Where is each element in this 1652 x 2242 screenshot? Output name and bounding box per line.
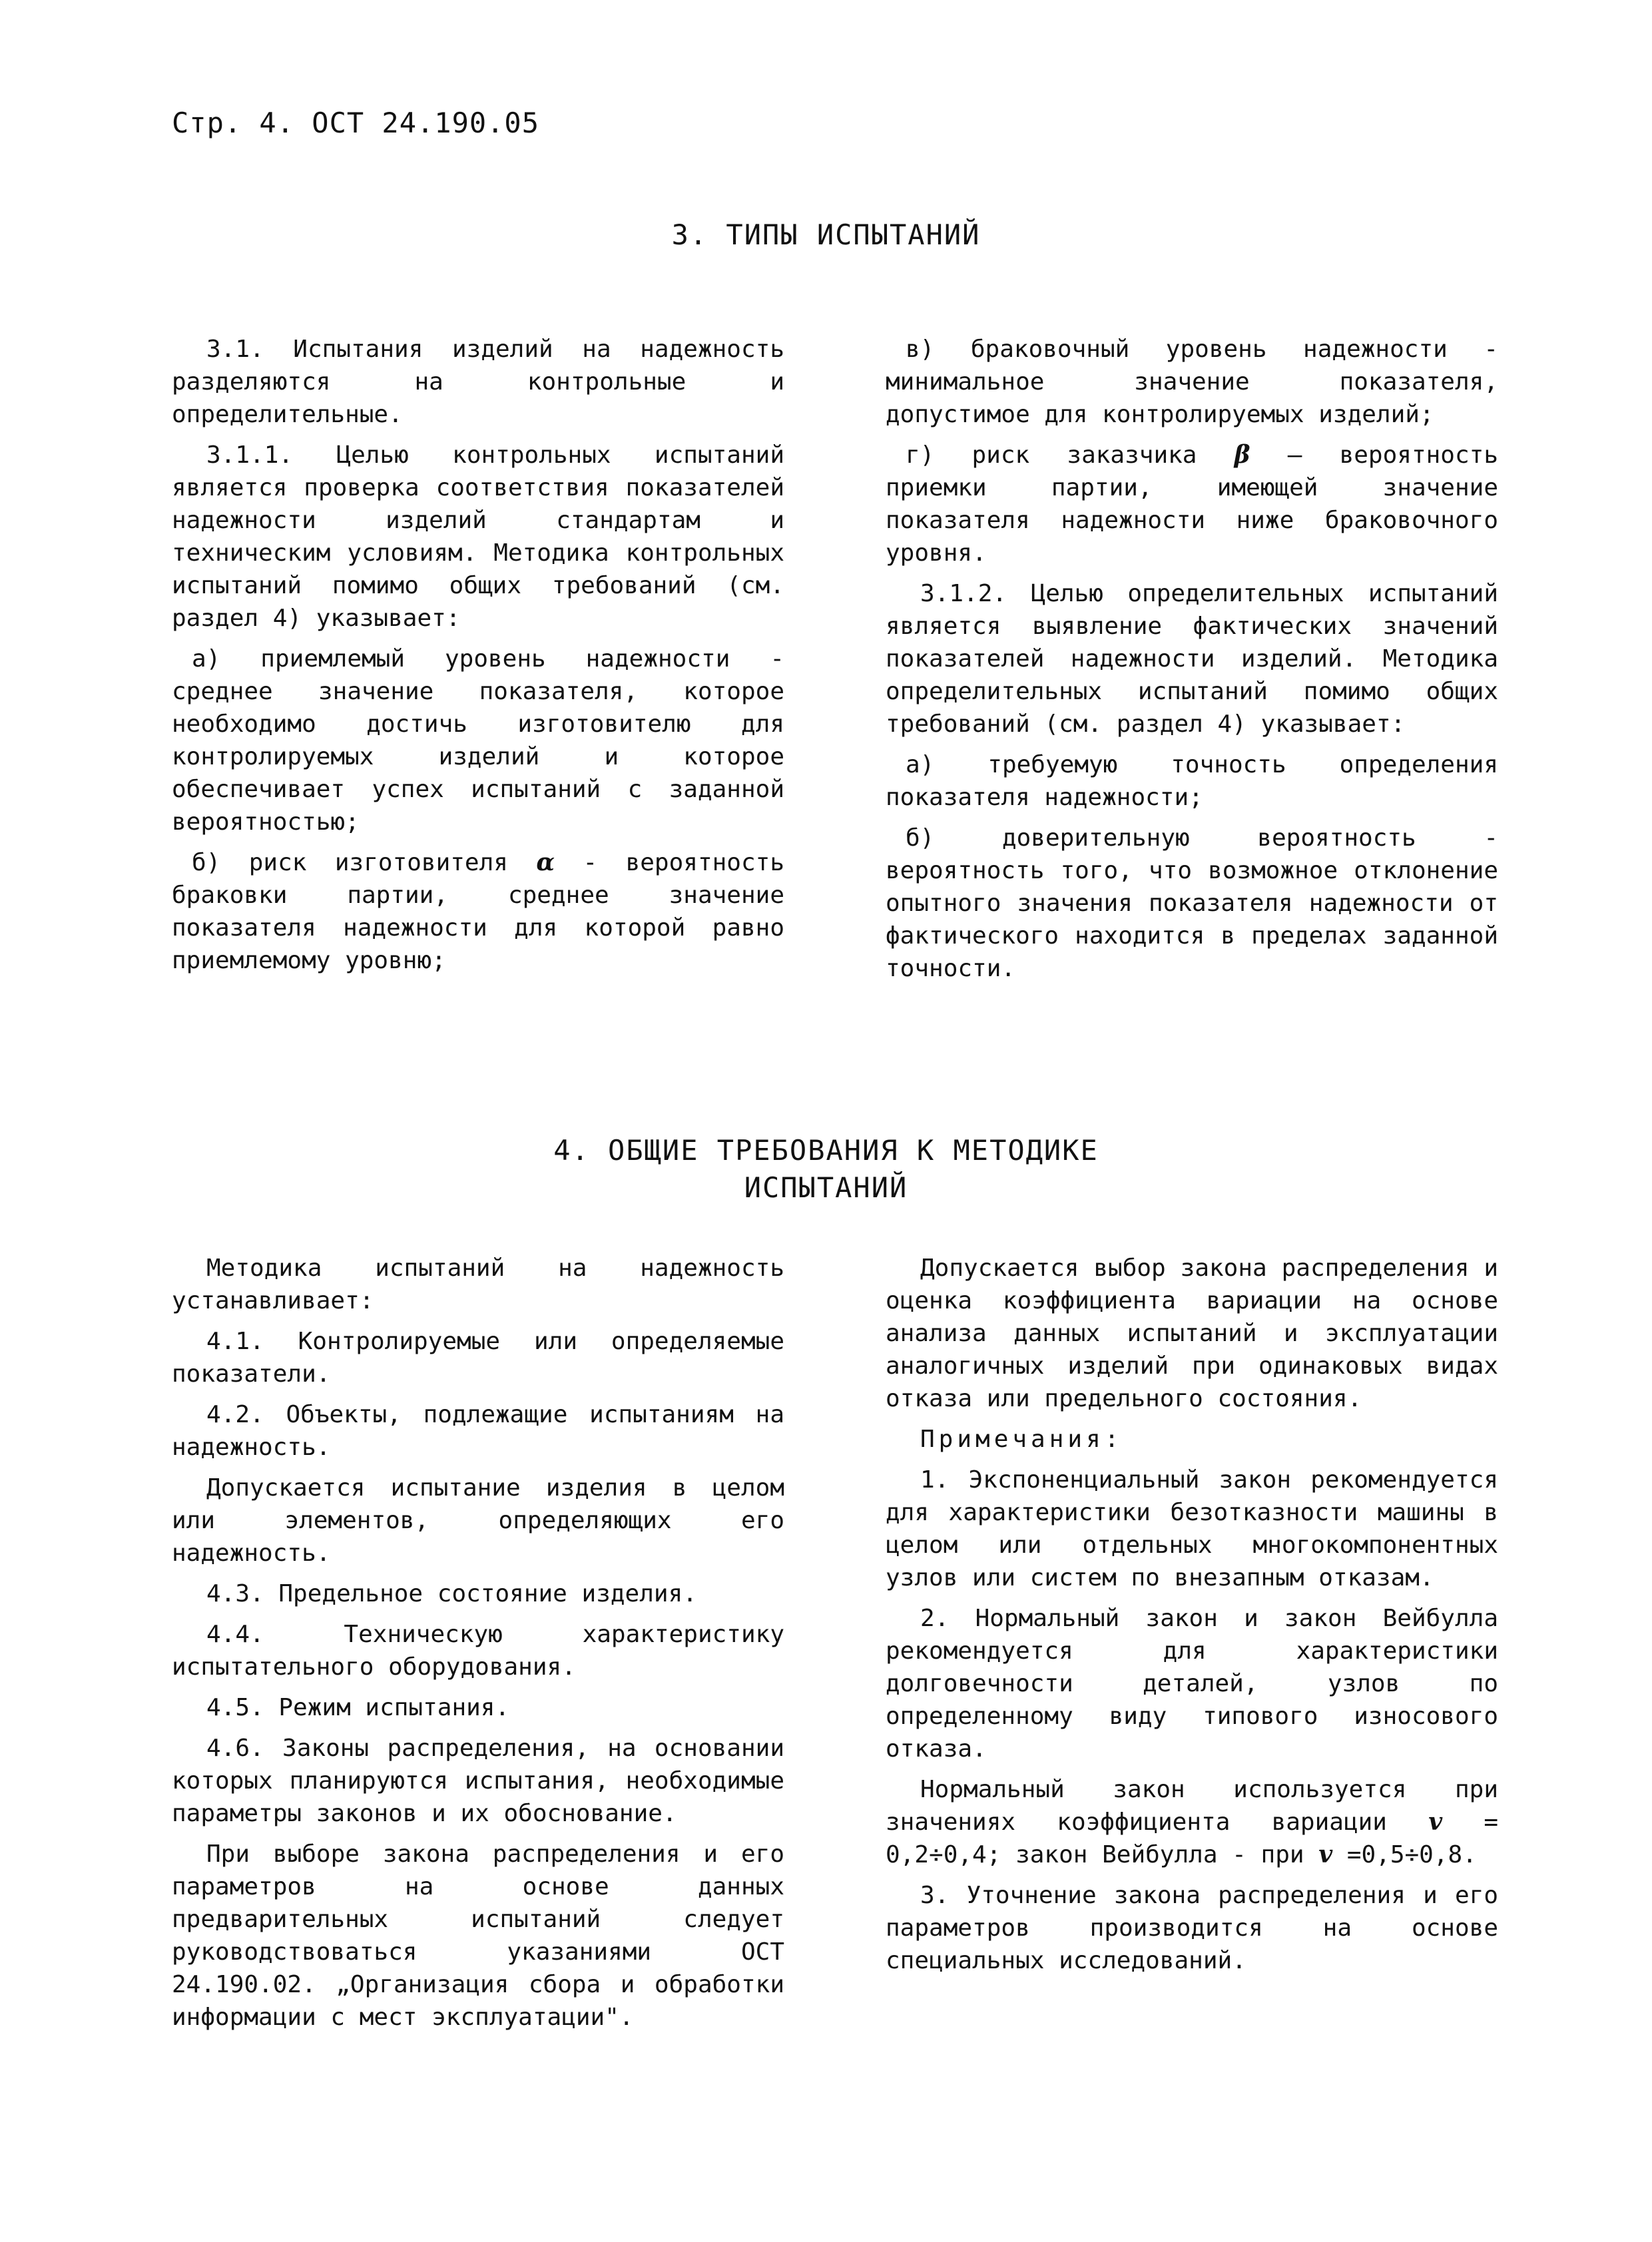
text-span: = 0,2÷0,4; закон Вейбулла - при: [886, 1809, 1498, 1868]
alpha-symbol: α: [536, 848, 555, 876]
paragraph-3-1-1-v: в) браковочный уровень надежности - минимальное значение показателя, допустимое для контролируемых изделий;: [886, 336, 1498, 428]
paragraph-3-1-2-b: б) доверительную вероятность - вероятность того, что возможное отклонение опытного значения показателя надежности от фактического находится в пределах заданной точности.: [886, 824, 1498, 982]
beta-symbol: β: [1234, 441, 1250, 469]
paragraph-3-1-1-b: [172, 846, 784, 977]
section-4-right-column: [886, 1252, 1498, 1985]
section-4-left-column: [172, 1252, 784, 2042]
paragraph-3-1-1: 3.1.1. Целью контрольных испытаний является проверка соответствия показателей надежности изделий стандартам и техническим условиям. Методика контрольных испытаний помимо общих требований (см. раздел 4) указывает:: [172, 441, 784, 632]
note-2-coefficients: [886, 1773, 1498, 1871]
paragraph-3-1-1-a: а) приемлемый уровень надежности - среднее значение показателя, которое необходимо достичь изготовителю для контролируемых изделий и которое обеспечивает успех испытаний с заданной вероятностью;: [172, 645, 784, 836]
page-header: Стр. 4. ОСТ 24.190.05: [172, 107, 540, 139]
section-3-left-column: [172, 333, 784, 985]
nu-symbol: v: [1318, 1840, 1333, 1868]
paragraph-3-1-2: 3.1.2. Целью определительных испытаний является выявление фактических значений показателей надежности изделий. Методика определительных испытаний помимо общих требований (см. раздел 4) указывает:: [886, 580, 1498, 738]
note-3: 3. Уточнение закона распределения и его параметров производится на основе специальных исследований.: [886, 1882, 1498, 1974]
text-span: Нормальный закон используется при значениях коэффициента вариации: [886, 1776, 1498, 1836]
text-span: - вероятность браковки партии, среднее значение показателя надежности для которой равно приемлемому уровню;: [172, 849, 784, 974]
text-span: — вероятность приемки партии, имеющей значение показателя надежности ниже браковочного уровня.: [886, 441, 1498, 567]
paragraph-4-2: 4.2. Объекты, подлежащие испытаниям на надежность.: [172, 1401, 784, 1461]
paragraph-4-1: 4.1. Контролируемые или определяемые показатели.: [172, 1328, 784, 1388]
nu-symbol: v: [1428, 1808, 1443, 1836]
paragraph-3-1-2-a: а) требуемую точность определения показателя надежности;: [886, 751, 1498, 811]
paragraph-3-1-1-g: [886, 439, 1498, 569]
paragraph-4-3: 4.3. Предельное состояние изделия.: [206, 1580, 697, 1607]
paragraph-4-6-allowed: Допускается выбор закона распределения и оценка коэффициента вариации на основе анализа данных испытаний и эксплуатации аналогичных изделий при одинаковых видах отказа или предельного состояния.: [886, 1255, 1498, 1412]
paragraph-4-intro: Методика испытаний на надежность устанавливает:: [172, 1255, 784, 1314]
paragraph-4-2-note: Допускается испытание изделия в целом или элементов, определяющих его надежность.: [172, 1474, 784, 1567]
paragraph-4-4: 4.4. Техническую характеристику испытательного оборудования.: [172, 1621, 784, 1681]
paragraph-4-6-choice: При выборе закона распределения и его параметров на основе данных предварительных испытаний следует руководствоваться указаниями ОСТ 24.190.02. „Организация сбора и обработки информации с мест эксплуатации".: [172, 1840, 784, 2031]
section-4-title-line-2: ИСПЫТАНИЙ: [744, 1171, 908, 1204]
text-span: б) риск изготовителя: [192, 849, 537, 876]
notes-heading: Примечания:: [920, 1426, 1123, 1453]
note-2: 2. Нормальный закон и закон Вейбулла рекомендуется для характеристики долговечности деталей, узлов по определенному виду типового износового отказа.: [886, 1605, 1498, 1763]
section-4-title: [0, 1132, 1652, 1207]
paragraph-3-1: 3.1. Испытания изделий на надежность разделяются на контрольные и определительные.: [172, 336, 784, 428]
paragraph-4-6: 4.6. Законы распределения, на основании которых планируются испытания, необходимые параметры законов и их обоснование.: [172, 1735, 784, 1827]
section-4-title-line-1: 4. ОБЩИЕ ТРЕБОВАНИЯ К МЕТОДИКЕ: [553, 1134, 1099, 1167]
section-3-title: 3. ТИПЫ ИСПЫТАНИЙ: [671, 218, 981, 251]
note-1: 1. Экспоненциальный закон рекомендуется для характеристики безотказности машины в целом или отдельных многокомпонентных узлов или систем по внезапным отказам.: [886, 1466, 1498, 1591]
section-3-right-column: [886, 333, 1498, 993]
text-span: =0,5÷0,8.: [1332, 1841, 1477, 1868]
text-span: г) риск заказчика: [906, 441, 1235, 469]
paragraph-4-5: 4.5. Режим испытания.: [206, 1694, 510, 1721]
